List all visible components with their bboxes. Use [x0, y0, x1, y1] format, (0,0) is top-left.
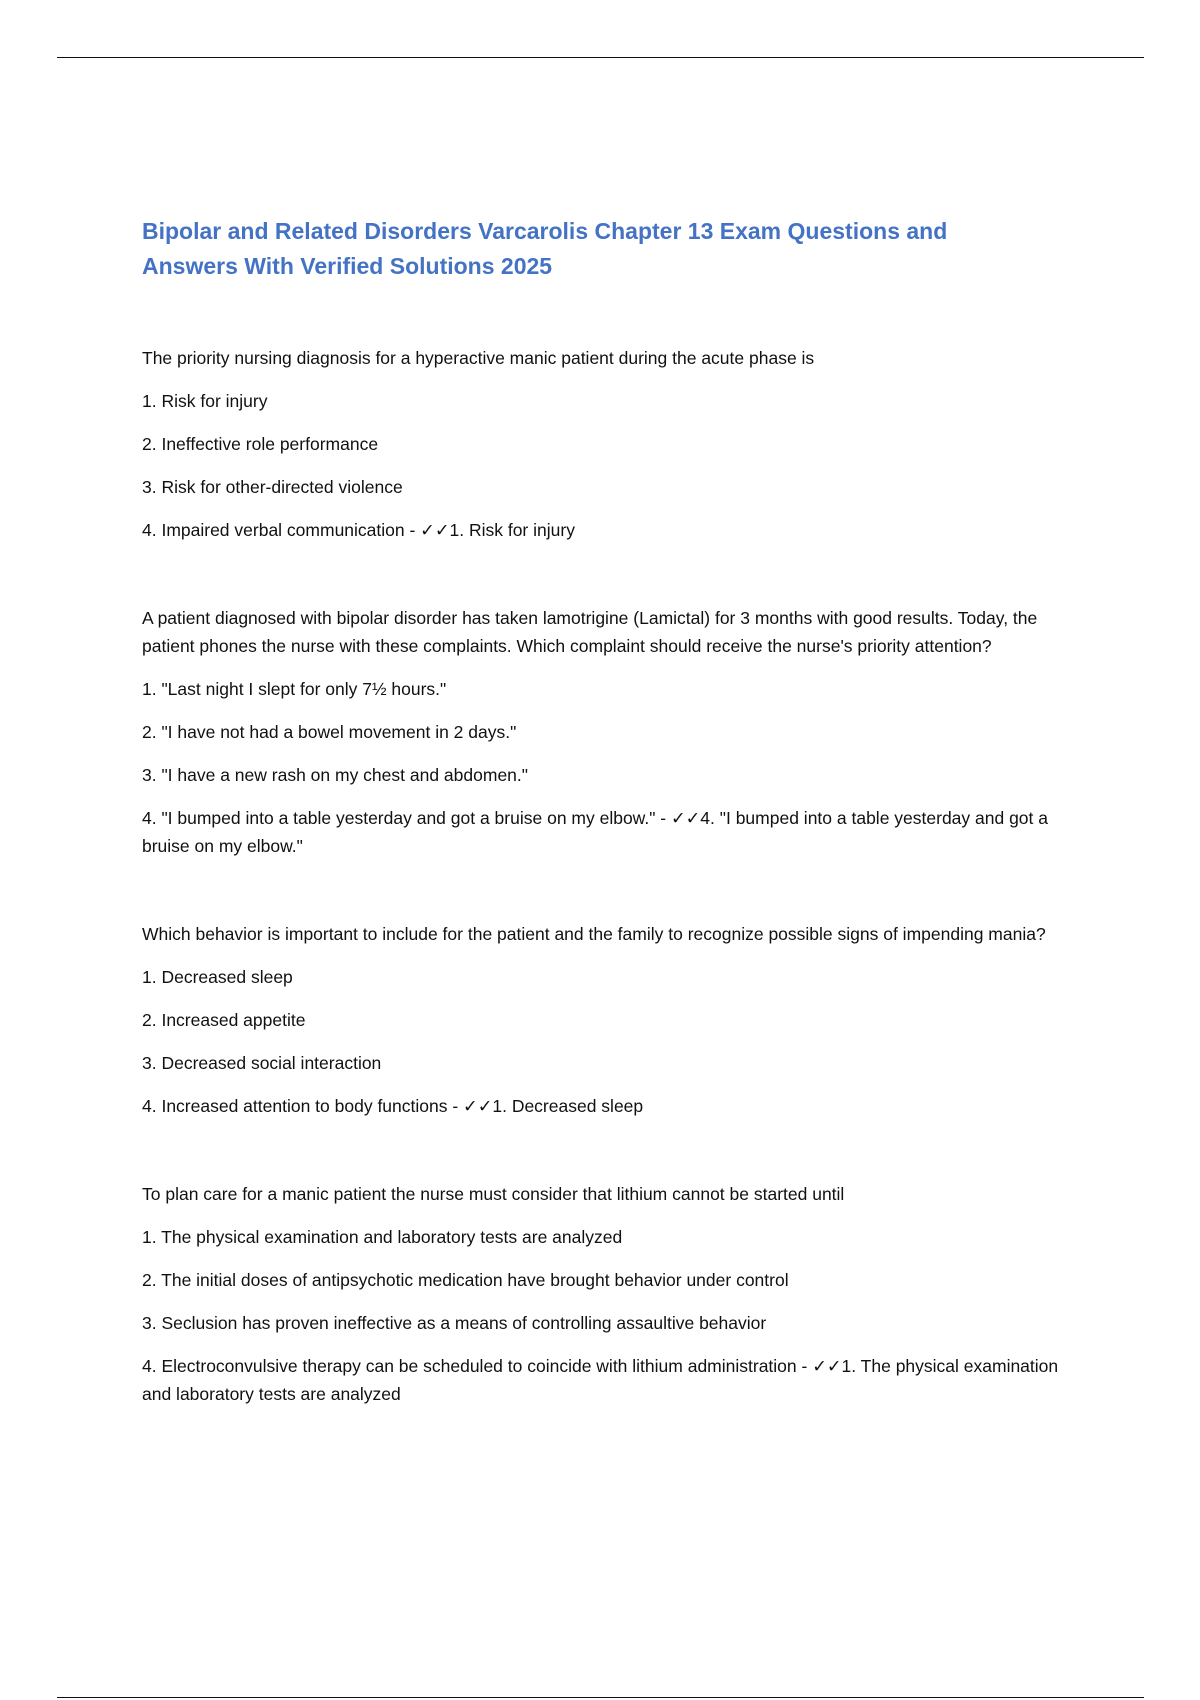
question-1-option-4-answer: 4. Impaired verbal communication - ✓✓1. Risk for injury: [142, 520, 575, 540]
question-1: [142, 344, 1072, 544]
question-3-text: Which behavior is important to include for the patient and the family to recognize possible signs of impending mania?: [142, 924, 1046, 944]
question-3-option-3: 3. Decreased social interaction: [142, 1053, 382, 1073]
question-3-option-4-answer: 4. Increased attention to body functions - ✓✓1. Decreased sleep: [142, 1096, 644, 1116]
question-3-option-2: 2. Increased appetite: [142, 1010, 306, 1030]
document-body: [142, 214, 1072, 1408]
question-4-option-1: 1. The physical examination and laboratory tests are analyzed: [142, 1227, 623, 1247]
question-3: [142, 920, 1072, 1120]
question-4-option-4-answer: 4. Electroconvulsive therapy can be scheduled to coincide with lithium administration - ✓✓1. The physical examination and laboratory tests are analyzed: [142, 1356, 1059, 1404]
question-2-option-4-answer: 4. "I bumped into a table yesterday and got a bruise on my elbow." - ✓✓4. "I bumped into a table yesterday and got a bruise on my elbow.": [142, 808, 1049, 856]
question-2-option-2: 2. "I have not had a bowel movement in 2 days.": [142, 722, 517, 742]
question-2: [142, 604, 1072, 860]
question-4-option-3: 3. Seclusion has proven ineffective as a means of controlling assaultive behavior: [142, 1313, 767, 1333]
question-1-text: The priority nursing diagnosis for a hyperactive manic patient during the acute phase is: [142, 348, 815, 368]
question-3-option-1: 1. Decreased sleep: [142, 967, 293, 987]
question-4: [142, 1180, 1072, 1408]
footer-rule: [57, 1697, 1144, 1698]
question-1-option-3: 3. Risk for other-directed violence: [142, 477, 403, 497]
question-1-option-2: 2. Ineffective role performance: [142, 434, 379, 454]
header-rule: [57, 57, 1144, 58]
question-4-text: To plan care for a manic patient the nurse must consider that lithium cannot be started until: [142, 1184, 845, 1204]
question-2-option-3: 3. "I have a new rash on my chest and abdomen.": [142, 765, 528, 785]
question-4-option-2: 2. The initial doses of antipsychotic medication have brought behavior under control: [142, 1270, 789, 1290]
question-2-option-1: 1. "Last night I slept for only 7½ hours.": [142, 679, 447, 699]
question-2-text: A patient diagnosed with bipolar disorder has taken lamotrigine (Lamictal) for 3 months with good results. Today, the patient phones the nurse with these complaints. Which complaint should receive the nurse's priority attention?: [142, 608, 1038, 656]
question-1-option-1: 1. Risk for injury: [142, 391, 268, 411]
document-title: Bipolar and Related Disorders Varcarolis Chapter 13 Exam Questions and Answers With Verified Solutions 2025: [142, 218, 948, 279]
